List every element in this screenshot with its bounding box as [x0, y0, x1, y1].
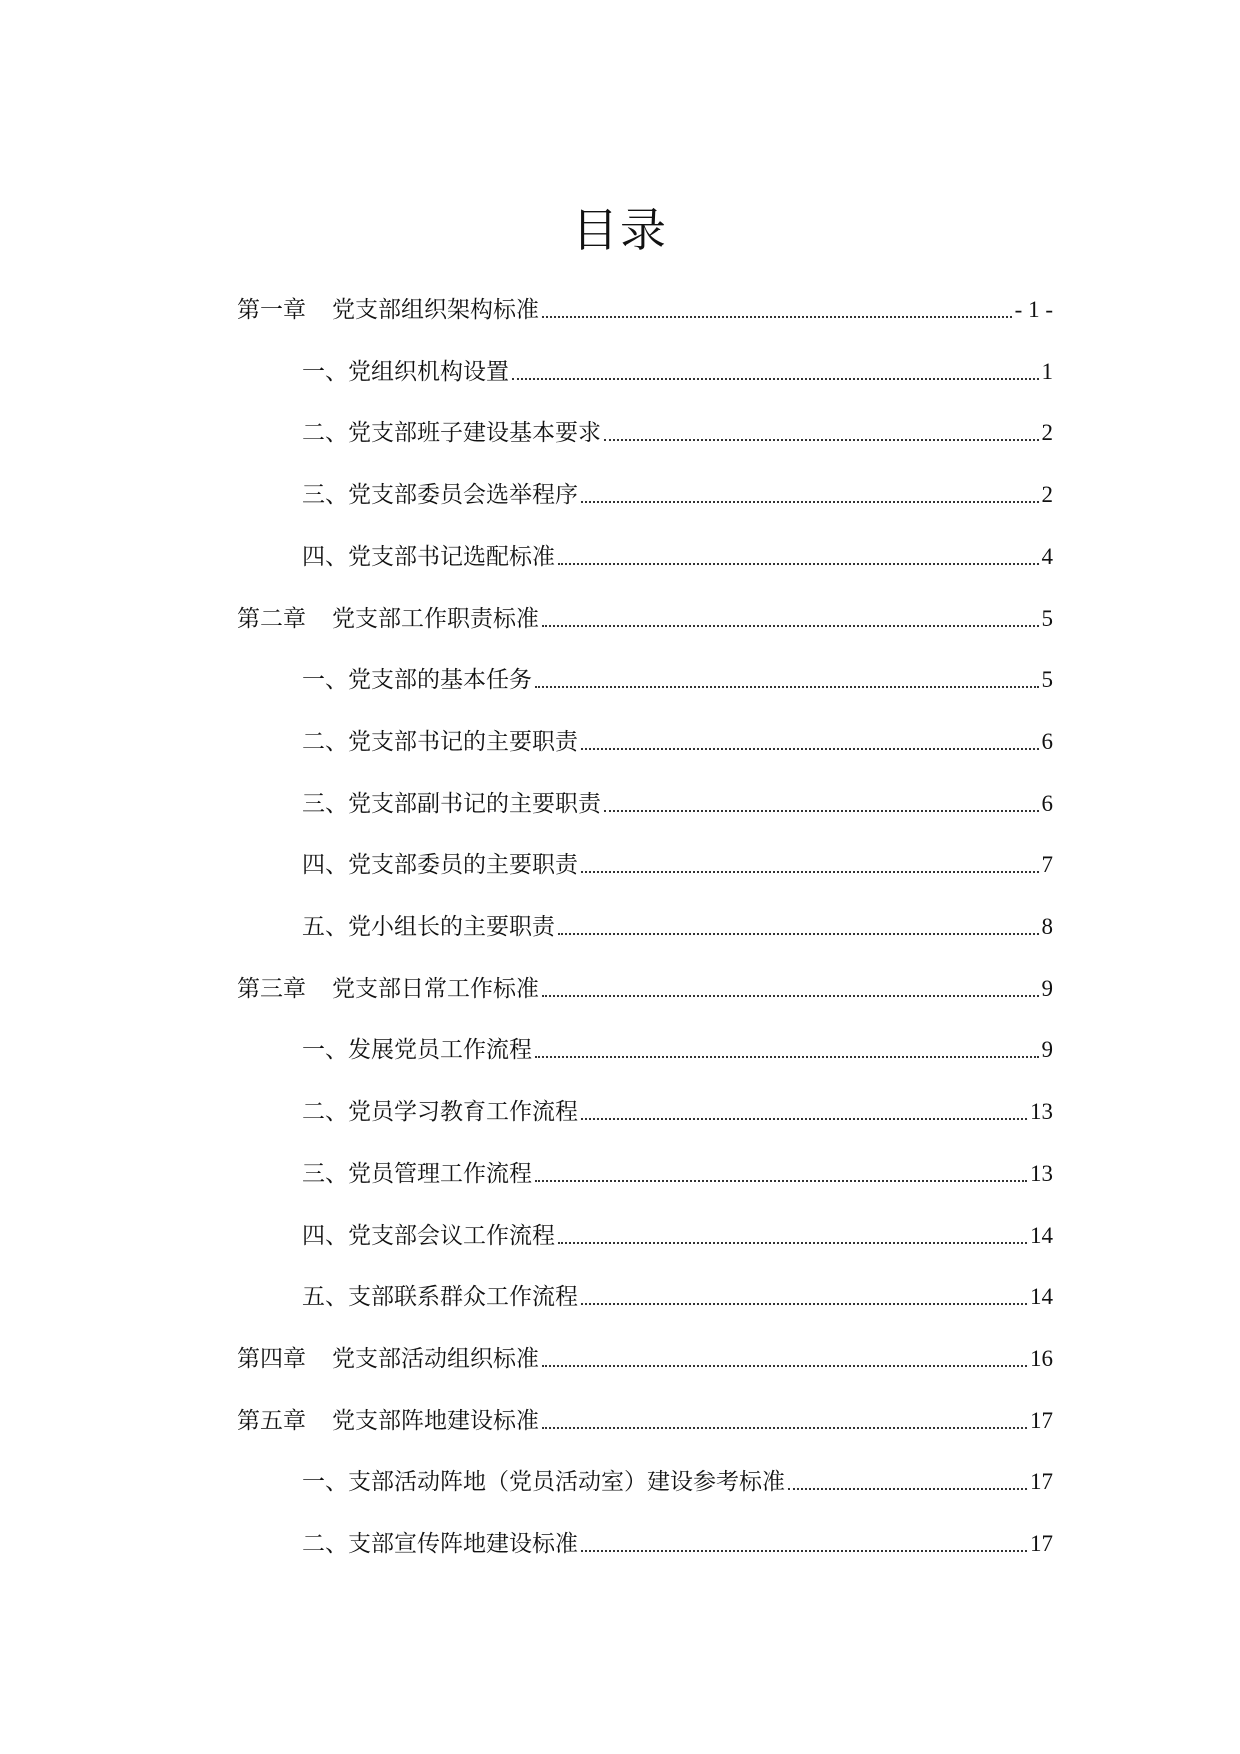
toc-entry-label	[302, 1528, 578, 1560]
toc-chapter-entry[interactable]	[237, 1339, 1053, 1375]
toc-entry-label	[302, 849, 578, 881]
toc-chapter-number: 第二章	[237, 606, 306, 632]
toc-dot-leader	[542, 316, 1012, 318]
toc-section-entry[interactable]	[302, 1216, 1053, 1252]
toc-entry-label	[302, 1034, 532, 1066]
toc-page-number: 17	[1030, 1469, 1053, 1494]
toc-page-number: 2	[1041, 482, 1053, 507]
toc-section-entry[interactable]	[302, 1154, 1053, 1190]
toc-page-number: - 1 -	[1014, 297, 1053, 322]
toc-dot-leader	[542, 625, 1039, 627]
toc-section-entry[interactable]	[302, 352, 1053, 388]
toc-entry-text: 一、党组织机构设置	[302, 359, 509, 385]
toc-page-number: 7	[1041, 852, 1053, 877]
toc-entry-label	[302, 911, 555, 943]
toc-entry-label	[302, 479, 578, 511]
toc-dot-leader	[581, 1118, 1027, 1120]
toc-entry-label	[237, 294, 539, 326]
toc-section-entry[interactable]	[302, 722, 1053, 758]
toc-entry-label	[237, 1343, 539, 1375]
toc-dot-leader	[542, 1427, 1027, 1429]
toc-section-entry[interactable]	[302, 1030, 1053, 1066]
toc-entry-text: 党支部日常工作标准	[332, 976, 539, 1002]
toc-dot-leader	[604, 439, 1039, 441]
toc-entry-text: 三、党支部副书记的主要职责	[302, 791, 601, 817]
toc-chapter-entry[interactable]	[237, 290, 1053, 326]
toc-page-number: 13	[1030, 1099, 1053, 1124]
toc-entry-text: 一、支部活动阵地（党员活动室）建设参考标准	[302, 1469, 785, 1495]
toc-section-entry[interactable]	[302, 1092, 1053, 1128]
toc-page-number: 14	[1030, 1223, 1053, 1248]
toc-entry-text: 党支部活动组织标准	[332, 1346, 539, 1372]
toc-entry-label	[302, 541, 555, 573]
toc-entry-text: 一、发展党员工作流程	[302, 1037, 532, 1063]
toc-chapter-entry[interactable]	[237, 969, 1053, 1005]
toc-section-entry[interactable]	[302, 907, 1053, 943]
toc-page-number: 5	[1041, 667, 1053, 692]
toc-page-number: 13	[1030, 1161, 1053, 1186]
toc-entry-text: 二、党支部班子建设基本要求	[302, 420, 601, 446]
toc-section-entry[interactable]	[302, 475, 1053, 511]
toc-dot-leader	[512, 378, 1039, 380]
toc-section-entry[interactable]	[302, 1462, 1053, 1498]
toc-dot-leader	[535, 1056, 1039, 1058]
toc-page-number: 9	[1041, 1037, 1053, 1062]
toc-entry-label	[302, 417, 601, 449]
toc-entry-label	[302, 1158, 532, 1190]
toc-entry-text: 二、党支部书记的主要职责	[302, 729, 578, 755]
toc-entry-text: 四、党支部书记选配标准	[302, 544, 555, 570]
toc-entry-text: 党支部组织架构标准	[332, 297, 539, 323]
toc-dot-leader	[581, 1550, 1027, 1552]
toc-entry-label	[237, 603, 539, 635]
toc-section-entry[interactable]	[302, 413, 1053, 449]
toc-page-number: 6	[1041, 729, 1053, 754]
toc-entry-text: 三、党支部委员会选举程序	[302, 482, 578, 508]
toc-entry-label	[237, 973, 539, 1005]
toc-section-entry[interactable]	[302, 1524, 1053, 1560]
toc-entry-text: 党支部工作职责标准	[332, 606, 539, 632]
toc-chapter-number: 第一章	[237, 297, 306, 323]
toc-entry-label	[302, 1466, 785, 1498]
toc-dot-leader	[558, 933, 1039, 935]
toc-section-entry[interactable]	[302, 784, 1053, 820]
toc-entry-label	[302, 664, 532, 696]
toc-dot-leader	[535, 1180, 1027, 1182]
toc-dot-leader	[581, 501, 1039, 503]
toc-page-number: 4	[1041, 544, 1053, 569]
toc-chapter-number: 第三章	[237, 976, 306, 1002]
toc-entry-text: 四、党支部委员的主要职责	[302, 852, 578, 878]
toc-page-number: 8	[1041, 914, 1053, 939]
toc-entry-label	[302, 1096, 578, 1128]
toc-entry-text: 党支部阵地建设标准	[332, 1408, 539, 1434]
toc-chapter-entry[interactable]	[237, 599, 1053, 635]
toc-title: 目录	[572, 203, 668, 257]
toc-section-entry[interactable]	[302, 537, 1053, 573]
toc-dot-leader	[542, 1365, 1027, 1367]
toc-page-number: 5	[1041, 606, 1053, 631]
toc-entry-label	[302, 1220, 555, 1252]
toc-dot-leader	[581, 748, 1039, 750]
toc-page-number: 17	[1030, 1531, 1053, 1556]
toc-entry-text: 四、党支部会议工作流程	[302, 1223, 555, 1249]
toc-chapter-number: 第五章	[237, 1408, 306, 1434]
toc-dot-leader	[788, 1488, 1027, 1490]
toc-chapter-entry[interactable]	[237, 1401, 1053, 1437]
toc-section-entry[interactable]	[302, 660, 1053, 696]
toc-entry-text: 五、支部联系群众工作流程	[302, 1284, 578, 1310]
toc-dot-leader	[558, 563, 1039, 565]
toc-dot-leader	[581, 1303, 1027, 1305]
toc-dot-leader	[581, 871, 1039, 873]
toc-page-number: 1	[1041, 359, 1053, 384]
toc-page-number: 2	[1041, 420, 1053, 445]
toc-dot-leader	[542, 995, 1039, 997]
toc-entry-label	[302, 726, 578, 758]
toc-chapter-number: 第四章	[237, 1346, 306, 1372]
toc-page-number: 14	[1030, 1284, 1053, 1309]
toc-entry-label	[302, 1281, 578, 1313]
toc-section-entry[interactable]	[302, 1277, 1053, 1313]
toc-entry-label	[302, 356, 509, 388]
toc-entry-text: 三、党员管理工作流程	[302, 1161, 532, 1187]
toc-entry-text: 一、党支部的基本任务	[302, 667, 532, 693]
toc-dot-leader	[604, 810, 1039, 812]
toc-page-number: 16	[1030, 1346, 1053, 1371]
toc-section-entry[interactable]	[302, 845, 1053, 881]
toc-page-number: 9	[1041, 976, 1053, 1001]
toc-entry-label	[237, 1405, 539, 1437]
toc-page-number: 17	[1030, 1408, 1053, 1433]
toc-entry-label	[302, 788, 601, 820]
toc-page-number: 6	[1041, 791, 1053, 816]
toc-entry-text: 五、党小组长的主要职责	[302, 914, 555, 940]
toc-dot-leader	[558, 1242, 1027, 1244]
toc-dot-leader	[535, 686, 1039, 688]
toc-entry-text: 二、支部宣传阵地建设标准	[302, 1531, 578, 1557]
toc-entry-text: 二、党员学习教育工作流程	[302, 1099, 578, 1125]
